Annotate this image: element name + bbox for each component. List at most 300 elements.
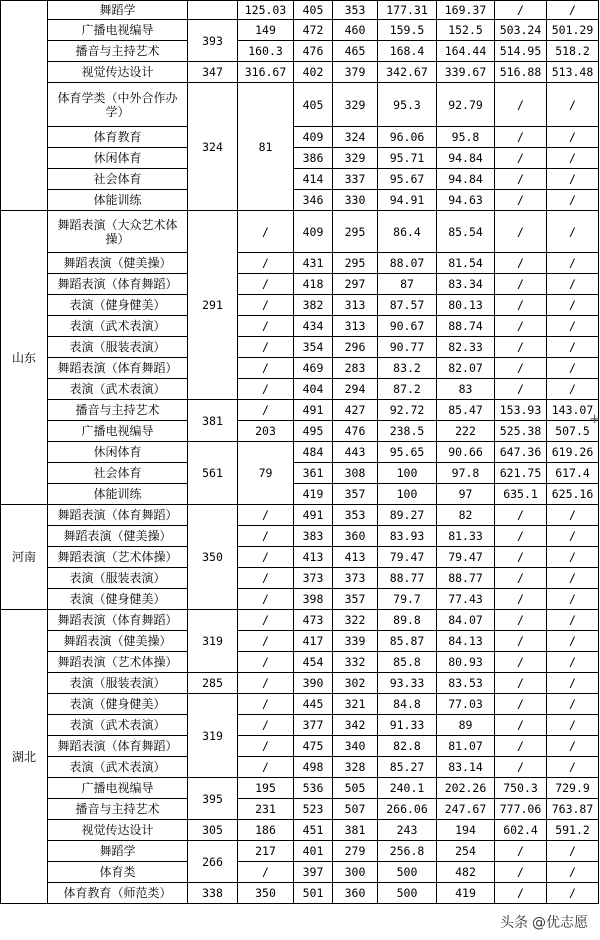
table-row [1, 484, 599, 505]
table-row [1, 568, 599, 589]
major-cell: 社会体育 [48, 463, 188, 484]
value-cell: / [547, 379, 599, 400]
value-cell: 635.1 [495, 484, 547, 505]
value-cell: 89.8 [378, 610, 437, 631]
value-cell: 350 [188, 505, 238, 610]
value-cell: 279 [333, 841, 378, 862]
value-cell: 160.3 [238, 41, 294, 62]
value-cell: 332 [333, 652, 378, 673]
major-cell: 体育教育 [48, 127, 188, 148]
account-label: @优志愿 [532, 915, 588, 931]
value-cell: 443 [333, 442, 378, 463]
value-cell: 431 [294, 253, 333, 274]
value-cell: / [547, 757, 599, 778]
value-cell: 395 [188, 778, 238, 820]
value-cell: / [547, 169, 599, 190]
value-cell: 254 [437, 841, 495, 862]
value-cell: 398 [294, 589, 333, 610]
major-cell: 休闲体育 [48, 442, 188, 463]
value-cell: / [238, 694, 294, 715]
table-row [1, 253, 599, 274]
value-cell: 90.67 [378, 316, 437, 337]
value-cell: 285 [188, 673, 238, 694]
table-row [1, 127, 599, 148]
value-cell: 266 [188, 841, 238, 883]
value-cell: / [238, 400, 294, 421]
value-cell: 300 [333, 862, 378, 883]
table-row [1, 148, 599, 169]
major-cell: 舞蹈表演（健美操） [48, 631, 188, 652]
value-cell: 80.93 [437, 652, 495, 673]
value-cell: 373 [333, 568, 378, 589]
value-cell: 95.67 [378, 169, 437, 190]
value-cell: 405 [294, 1, 333, 20]
major-cell: 体育学类（中外合作办学） [48, 83, 188, 127]
platform-label: 头条 [500, 915, 528, 931]
value-cell: 308 [333, 463, 378, 484]
table-row [1, 190, 599, 211]
value-cell: / [495, 883, 547, 904]
value-cell: / [495, 253, 547, 274]
table-row [1, 820, 599, 841]
value-cell: 96.06 [378, 127, 437, 148]
value-cell: 621.75 [495, 463, 547, 484]
value-cell: / [547, 1, 599, 20]
value-cell: / [547, 127, 599, 148]
value-cell: 516.88 [495, 62, 547, 83]
value-cell: 79 [238, 442, 294, 505]
value-cell: 100 [378, 463, 437, 484]
value-cell: 347 [188, 62, 238, 83]
table-row [1, 799, 599, 820]
value-cell: / [495, 211, 547, 253]
value-cell: 83.14 [437, 757, 495, 778]
value-cell: 513.48 [547, 62, 599, 83]
table-row [1, 62, 599, 83]
value-cell: 85.87 [378, 631, 437, 652]
value-cell: 476 [294, 41, 333, 62]
value-cell: 217 [238, 841, 294, 862]
value-cell: 414 [294, 169, 333, 190]
value-cell: 222 [437, 421, 495, 442]
value-cell: 383 [294, 526, 333, 547]
value-cell: 84.13 [437, 631, 495, 652]
major-cell: 舞蹈学 [48, 1, 188, 20]
value-cell: 413 [294, 547, 333, 568]
table-row [1, 673, 599, 694]
value-cell: 353 [333, 505, 378, 526]
value-cell: / [495, 379, 547, 400]
major-cell: 表演（服装表演） [48, 673, 188, 694]
province-cell: 山东 [1, 211, 48, 505]
value-cell: 409 [294, 127, 333, 148]
value-cell: / [238, 652, 294, 673]
value-cell: / [238, 589, 294, 610]
value-cell: 473 [294, 610, 333, 631]
value-cell: / [238, 253, 294, 274]
value-cell: 88.77 [437, 568, 495, 589]
table-row [1, 20, 599, 41]
value-cell: 322 [333, 610, 378, 631]
value-cell: 617.4 [547, 463, 599, 484]
value-cell: 360 [333, 526, 378, 547]
value-cell: 460 [333, 20, 378, 41]
value-cell: 94.91 [378, 190, 437, 211]
value-cell: 454 [294, 652, 333, 673]
major-cell: 体育教育（师范类） [48, 883, 188, 904]
major-cell: 表演（武术表演） [48, 757, 188, 778]
major-cell: 舞蹈表演（体育舞蹈） [48, 358, 188, 379]
value-cell: 472 [294, 20, 333, 41]
value-cell: 498 [294, 757, 333, 778]
value-cell: 482 [437, 862, 495, 883]
value-cell: 346 [294, 190, 333, 211]
major-cell: 舞蹈学 [48, 841, 188, 862]
value-cell: / [495, 610, 547, 631]
value-cell: / [547, 295, 599, 316]
province-cell: 河南 [1, 505, 48, 610]
value-cell: / [547, 841, 599, 862]
value-cell: 591.2 [547, 820, 599, 841]
value-cell: 337 [333, 169, 378, 190]
value-cell: / [238, 379, 294, 400]
value-cell: 316.67 [238, 62, 294, 83]
value-cell: 80.13 [437, 295, 495, 316]
value-cell: 505 [333, 778, 378, 799]
value-cell: / [547, 694, 599, 715]
value-cell: 377 [294, 715, 333, 736]
value-cell: / [238, 547, 294, 568]
major-cell: 休闲体育 [48, 148, 188, 169]
value-cell: 81.33 [437, 526, 495, 547]
value-cell: / [495, 148, 547, 169]
value-cell: 319 [188, 610, 238, 673]
value-cell: 243 [378, 820, 437, 841]
value-cell: 313 [333, 295, 378, 316]
value-cell: 81.07 [437, 736, 495, 757]
table-row [1, 211, 599, 253]
value-cell: / [238, 337, 294, 358]
value-cell: / [495, 547, 547, 568]
value-cell: 469 [294, 358, 333, 379]
value-cell: 507.5 [547, 421, 599, 442]
value-cell: 500 [378, 862, 437, 883]
major-cell: 播音与主持艺术 [48, 41, 188, 62]
table-row [1, 841, 599, 862]
major-cell: 表演（健身健美） [48, 589, 188, 610]
value-cell: / [547, 148, 599, 169]
value-cell: / [547, 358, 599, 379]
value-cell: / [495, 589, 547, 610]
table-row [1, 1, 599, 20]
value-cell: 501 [294, 883, 333, 904]
value-cell: 419 [294, 484, 333, 505]
value-cell: 390 [294, 673, 333, 694]
value-cell: 484 [294, 442, 333, 463]
value-cell: 77.43 [437, 589, 495, 610]
value-cell: 342 [333, 715, 378, 736]
value-cell: 283 [333, 358, 378, 379]
value-cell: 434 [294, 316, 333, 337]
major-cell: 表演（健身健美） [48, 694, 188, 715]
value-cell: 95.65 [378, 442, 437, 463]
table-row [1, 442, 599, 463]
value-cell: 88.77 [378, 568, 437, 589]
table-row [1, 505, 599, 526]
value-cell: / [238, 631, 294, 652]
major-cell: 广播电视编导 [48, 778, 188, 799]
value-cell: 353 [333, 1, 378, 20]
value-cell: 523 [294, 799, 333, 820]
value-cell: / [495, 337, 547, 358]
value-cell: 305 [188, 820, 238, 841]
value-cell: 152.5 [437, 20, 495, 41]
value-cell: 413 [333, 547, 378, 568]
value-cell: / [495, 274, 547, 295]
value-cell: / [495, 83, 547, 127]
value-cell: / [495, 673, 547, 694]
value-cell: 82.07 [437, 358, 495, 379]
value-cell [188, 1, 238, 20]
value-cell: 238.5 [378, 421, 437, 442]
value-cell: 77.03 [437, 694, 495, 715]
major-cell: 舞蹈表演（大众艺术体操） [48, 211, 188, 253]
value-cell: 342.67 [378, 62, 437, 83]
value-cell: 518.2 [547, 41, 599, 62]
value-cell: 357 [333, 484, 378, 505]
value-cell: 402 [294, 62, 333, 83]
value-cell: 409 [294, 211, 333, 253]
value-cell: 88.07 [378, 253, 437, 274]
value-cell: / [547, 736, 599, 757]
value-cell: 750.3 [495, 778, 547, 799]
value-cell: 491 [294, 400, 333, 421]
value-cell: 95.71 [378, 148, 437, 169]
value-cell: 95.3 [378, 83, 437, 127]
value-cell: / [547, 316, 599, 337]
value-cell: / [495, 862, 547, 883]
value-cell: / [238, 757, 294, 778]
value-cell: 602.4 [495, 820, 547, 841]
value-cell: 82 [437, 505, 495, 526]
value-cell: 525.38 [495, 421, 547, 442]
value-cell: 324 [333, 127, 378, 148]
value-cell: 143.07 [547, 400, 599, 421]
major-cell: 广播电视编导 [48, 421, 188, 442]
value-cell: / [495, 295, 547, 316]
table-row [1, 421, 599, 442]
table-row [1, 778, 599, 799]
value-cell: 97.8 [437, 463, 495, 484]
major-cell: 视觉传达设计 [48, 62, 188, 83]
table-row [1, 526, 599, 547]
value-cell: 85.54 [437, 211, 495, 253]
value-cell: 451 [294, 820, 333, 841]
value-cell: 83 [437, 379, 495, 400]
value-cell: / [238, 610, 294, 631]
value-cell: 419 [437, 883, 495, 904]
table-row [1, 736, 599, 757]
value-cell: 514.95 [495, 41, 547, 62]
table-row [1, 83, 599, 127]
value-cell: / [547, 610, 599, 631]
value-cell: 495 [294, 421, 333, 442]
watermark-footer [496, 910, 592, 934]
value-cell: / [495, 694, 547, 715]
major-cell: 舞蹈表演（艺术体操） [48, 652, 188, 673]
value-cell: 149 [238, 20, 294, 41]
value-cell: 763.87 [547, 799, 599, 820]
value-cell: / [547, 883, 599, 904]
value-cell: 295 [333, 211, 378, 253]
value-cell: / [238, 862, 294, 883]
value-cell: / [547, 589, 599, 610]
table-row [1, 41, 599, 62]
value-cell: 194 [437, 820, 495, 841]
value-cell: 87.57 [378, 295, 437, 316]
table-row [1, 547, 599, 568]
value-cell: 159.5 [378, 20, 437, 41]
value-cell: / [238, 505, 294, 526]
value-cell: 386 [294, 148, 333, 169]
major-cell: 体能训练 [48, 190, 188, 211]
major-cell: 舞蹈表演（体育舞蹈） [48, 610, 188, 631]
value-cell: / [238, 316, 294, 337]
value-cell: 445 [294, 694, 333, 715]
value-cell: 302 [333, 673, 378, 694]
value-cell: / [238, 673, 294, 694]
value-cell: 475 [294, 736, 333, 757]
table-row [1, 694, 599, 715]
table-row [1, 337, 599, 358]
value-cell: 83.53 [437, 673, 495, 694]
value-cell: 87.2 [378, 379, 437, 400]
table-row [1, 589, 599, 610]
major-cell: 视觉传达设计 [48, 820, 188, 841]
value-cell: 84.07 [437, 610, 495, 631]
value-cell: / [495, 631, 547, 652]
value-cell: 405 [294, 83, 333, 127]
value-cell: / [547, 631, 599, 652]
table-row [1, 274, 599, 295]
table-row [1, 295, 599, 316]
plus-icon: + [589, 412, 600, 427]
value-cell: 202.26 [437, 778, 495, 799]
value-cell: 319 [188, 694, 238, 778]
value-cell: 83.34 [437, 274, 495, 295]
value-cell: / [547, 337, 599, 358]
value-cell: 95.8 [437, 127, 495, 148]
province-cell: 湖北 [1, 610, 48, 904]
value-cell: / [238, 715, 294, 736]
value-cell: 79.47 [378, 547, 437, 568]
value-cell: / [495, 316, 547, 337]
value-cell: / [495, 505, 547, 526]
value-cell: 79.47 [437, 547, 495, 568]
table-row [1, 757, 599, 778]
value-cell: / [495, 736, 547, 757]
value-cell: 500 [378, 883, 437, 904]
value-cell: / [547, 526, 599, 547]
value-cell: 97 [437, 484, 495, 505]
table-row [1, 883, 599, 904]
value-cell: 357 [333, 589, 378, 610]
value-cell: 418 [294, 274, 333, 295]
value-cell: 313 [333, 316, 378, 337]
value-cell: / [495, 127, 547, 148]
value-cell: / [238, 568, 294, 589]
value-cell: 777.06 [495, 799, 547, 820]
value-cell: 93.33 [378, 673, 437, 694]
value-cell: / [547, 715, 599, 736]
major-cell: 广播电视编导 [48, 20, 188, 41]
value-cell: / [495, 190, 547, 211]
value-cell: 465 [333, 41, 378, 62]
value-cell: 100 [378, 484, 437, 505]
value-cell: 88.74 [437, 316, 495, 337]
value-cell: 729.9 [547, 778, 599, 799]
value-cell: 186 [238, 820, 294, 841]
value-cell: / [495, 841, 547, 862]
value-cell: 81.54 [437, 253, 495, 274]
value-cell: 240.1 [378, 778, 437, 799]
value-cell: 561 [188, 442, 238, 505]
value-cell: 324 [188, 83, 238, 211]
value-cell: 92.72 [378, 400, 437, 421]
major-cell: 体能训练 [48, 484, 188, 505]
major-cell: 社会体育 [48, 169, 188, 190]
table-row [1, 316, 599, 337]
value-cell: 86.4 [378, 211, 437, 253]
value-cell: 89.27 [378, 505, 437, 526]
major-cell: 播音与主持艺术 [48, 799, 188, 820]
value-cell: / [495, 526, 547, 547]
value-cell: / [495, 652, 547, 673]
value-cell: / [238, 736, 294, 757]
value-cell: 361 [294, 463, 333, 484]
value-cell: / [495, 715, 547, 736]
value-cell: 339.67 [437, 62, 495, 83]
value-cell: 329 [333, 148, 378, 169]
value-cell: 164.44 [437, 41, 495, 62]
value-cell: / [547, 83, 599, 127]
value-cell: 503.24 [495, 20, 547, 41]
value-cell: 373 [294, 568, 333, 589]
value-cell: 329 [333, 83, 378, 127]
value-cell: 338 [188, 883, 238, 904]
province-cell [1, 1, 48, 211]
major-cell: 表演（武术表演） [48, 316, 188, 337]
major-cell: 舞蹈表演（艺术体操） [48, 547, 188, 568]
table-row [1, 379, 599, 400]
value-cell: 203 [238, 421, 294, 442]
major-cell: 表演（武术表演） [48, 379, 188, 400]
value-cell: 291 [188, 211, 238, 400]
value-cell: 330 [333, 190, 378, 211]
table-row [1, 862, 599, 883]
value-cell: 94.84 [437, 169, 495, 190]
value-cell: / [495, 169, 547, 190]
table-row [1, 169, 599, 190]
value-cell: 379 [333, 62, 378, 83]
value-cell: 91.33 [378, 715, 437, 736]
value-cell: 647.36 [495, 442, 547, 463]
value-cell: 360 [333, 883, 378, 904]
value-cell: 507 [333, 799, 378, 820]
value-cell: 89 [437, 715, 495, 736]
value-cell: 256.8 [378, 841, 437, 862]
value-cell: / [547, 652, 599, 673]
